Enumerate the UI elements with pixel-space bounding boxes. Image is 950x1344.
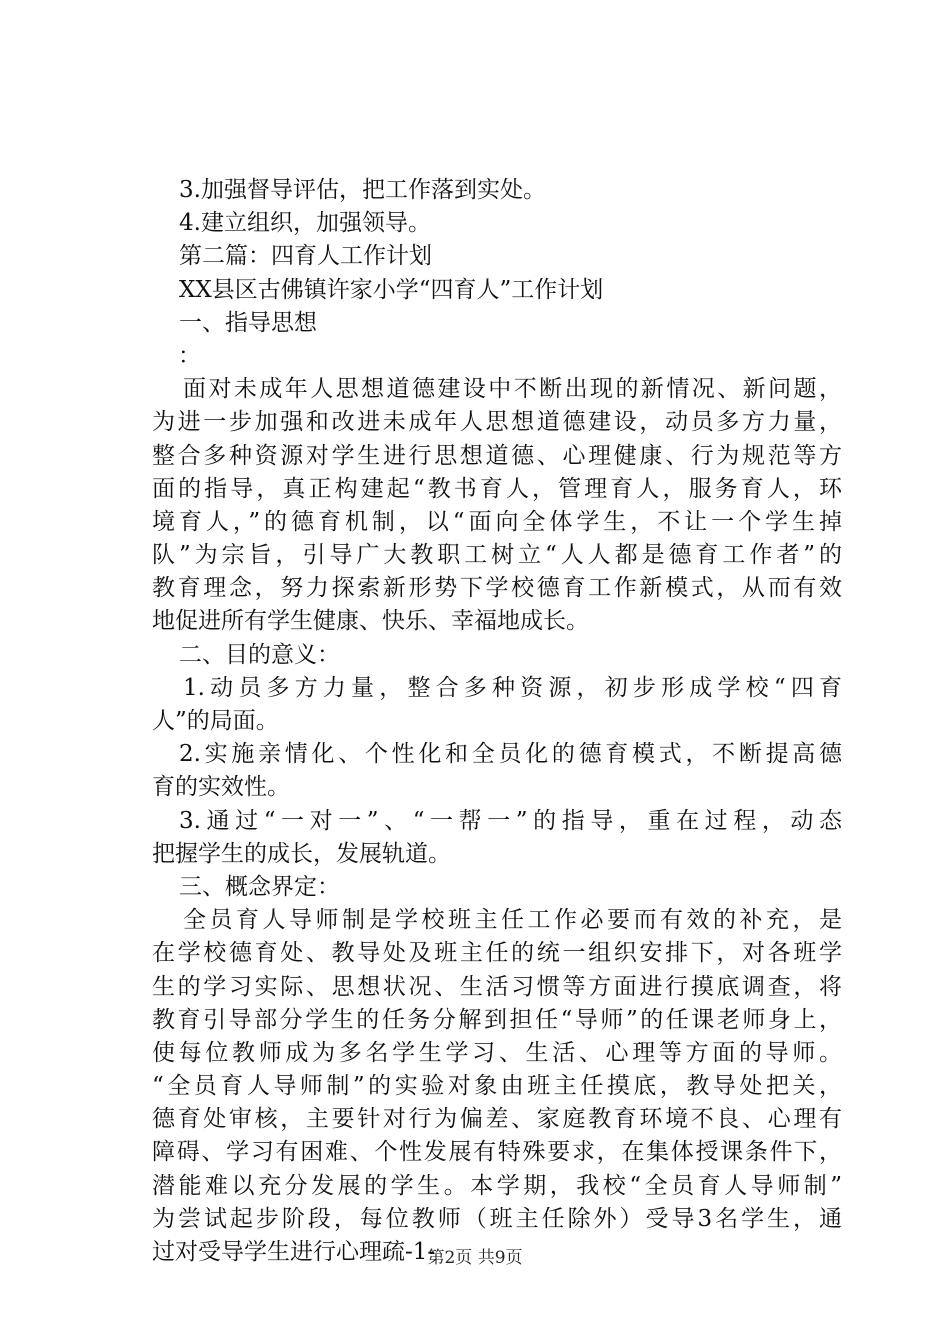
text-line: 1.动员多方力量，整合多种资源，初步形成学校“四育: [183, 674, 842, 701]
text-line: 使每位教师成为多名学生学习、生活、心理等方面的导师。: [152, 1039, 842, 1066]
page-footer: 第2页 共9页: [427, 1248, 523, 1268]
text-line: 整合多种资源对学生进行思想道德、心理健康、行为规范等方: [152, 442, 842, 469]
text-line: 三、概念界定：: [179, 873, 340, 900]
text-line: 第二篇：四育人工作计划: [179, 243, 432, 270]
text-line: 面对未成年人思想道德建设中不断出现的新情况、新问题，: [183, 376, 842, 403]
text-line: 二、目的意义：: [179, 641, 340, 668]
document-body: [152, 174, 842, 1269]
text-line: 生的学习实际、思想状况、生活习惯等方面进行摸底调查，将: [152, 973, 842, 1000]
text-line: “全员育人导师制”的实验对象由班主任摸底，教导处把关，: [152, 1073, 842, 1100]
text-line: 3.加强督导评估，把工作落到实处。: [179, 177, 546, 203]
text-line: 队”为宗旨，引导广大教职工树立“人人都是德育工作者”的: [152, 542, 842, 569]
text-line: 德育处审核，主要针对行为偏差、家庭教育环境不良、心理有: [152, 1106, 842, 1133]
text-line: 全员育人导师制是学校班主任工作必要而有效的补充，是: [183, 907, 842, 934]
text-line: 面的指导，真正构建起“教书育人，管理育人，服务育人，环: [152, 475, 842, 502]
text-line: 教育理念，努力探索新形势下学校德育工作新模式，从而有效: [152, 575, 842, 602]
text-line: 3.通过“一对一”、“一帮一”的指导，重在过程，动态: [179, 807, 842, 834]
text-line: 为尝试起步阶段，每位教师（班主任除外）受导3名学生，通: [152, 1205, 842, 1232]
text-line: 为进一步加强和改进未成年人思想道德建设，动员多方力量，: [152, 409, 842, 436]
text-line: 2.实施亲情化、个性化和全员化的德育模式，不断提高德: [179, 741, 842, 768]
text-line: 障碍、学习有困难、个性发展有特殊要求，在集体授课条件下，: [152, 1139, 842, 1166]
text-line: 在学校德育处、教导处及班主任的统一组织安排下，对各班学: [152, 940, 842, 967]
text-line: 一、指导思想: [179, 309, 317, 336]
text-line: ：: [178, 342, 201, 369]
text-line: 教育引导部分学生的任务分解到担任“导师”的任课老师身上，: [152, 1006, 842, 1033]
text-line: 过对受导学生进行心理疏-1-: [152, 1239, 436, 1265]
text-line: 境育人，”的德育机制，以“面向全体学生，不让一个学生掉: [152, 508, 842, 535]
text-line: 潜能难以充分发展的学生。本学期，我校“全员育人导师制”: [152, 1172, 842, 1199]
text-line: XX县区古佛镇许家小学“四育人”工作计划: [179, 276, 604, 303]
text-line: 地促进所有学生健康、快乐、幸福地成长。: [152, 608, 589, 635]
text-line: 4.建立组织，加强领导。: [179, 210, 431, 237]
text-line: 把握学生的成长，发展轨道。: [152, 840, 451, 867]
text-line: 育的实效性。: [152, 774, 290, 801]
text-line: 人”的局面。: [152, 708, 279, 734]
